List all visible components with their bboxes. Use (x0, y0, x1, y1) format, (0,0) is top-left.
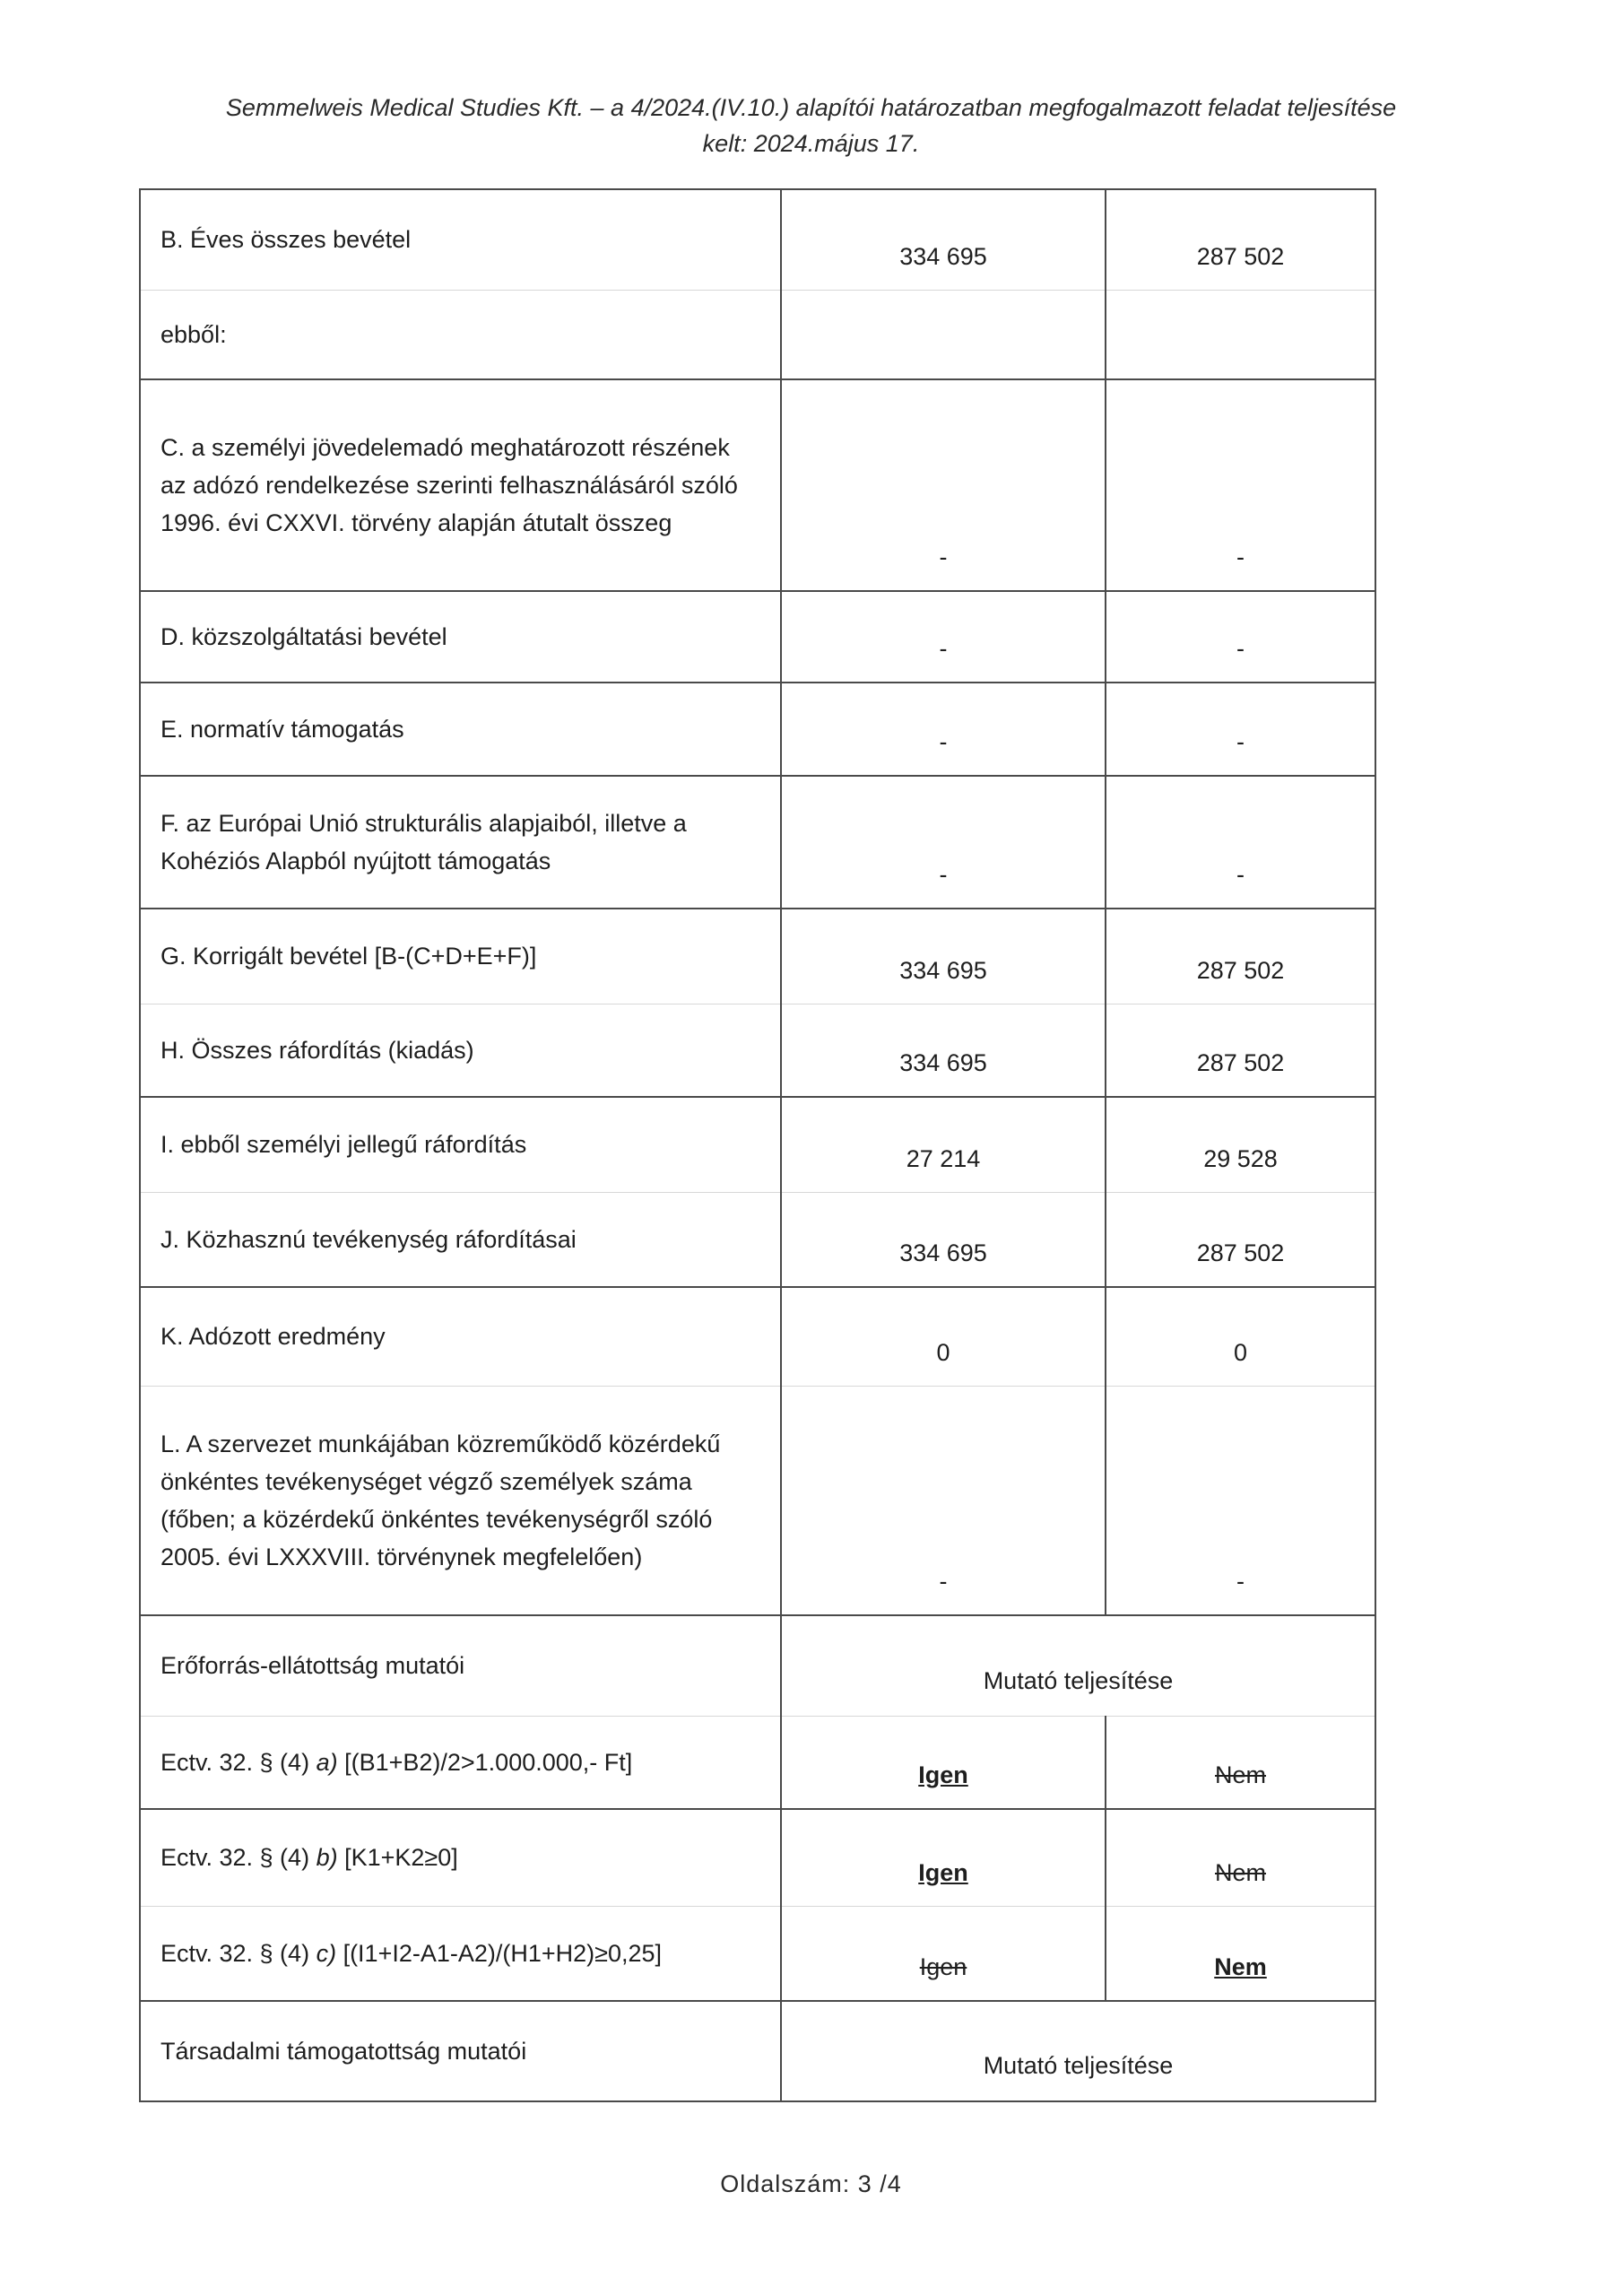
row-label: F. az Európai Unió strukturális alapjaiból, illetve a Kohéziós Alapból nyújtott támogatás (140, 776, 781, 909)
indicator-formula: [(B1+B2)/2>1.000.000,- Ft] (337, 1748, 633, 1776)
indicator-row (140, 1716, 1375, 1809)
social-section-header (140, 2001, 1375, 2101)
row-label: ebből: (140, 290, 781, 379)
row-label: G. Korrigált bevétel [B-(C+D+E+F)] (140, 909, 781, 1004)
row-value-year2: 287 502 (1106, 189, 1375, 290)
row-value-year1: - (781, 1386, 1106, 1615)
row-label: B. Éves összes bevétel (140, 189, 781, 290)
table-row (140, 776, 1375, 909)
table-row (140, 591, 1375, 683)
row-value-year1: 0 (781, 1287, 1106, 1386)
row-label: D. közszolgáltatási bevétel (140, 591, 781, 683)
indicator-letter: a) (316, 1748, 338, 1776)
indicator-formula: [(I1+I2-A1-A2)/(H1+H2)≥0,25] (336, 1939, 663, 1967)
row-value-year2: - (1106, 683, 1375, 776)
indicator-no: Nem (1214, 1953, 1267, 1980)
indicator-letter: c) (316, 1939, 337, 1967)
row-value-year1: - (781, 591, 1106, 683)
row-value-year2: 287 502 (1106, 1004, 1375, 1097)
row-value-year1: 334 695 (781, 909, 1106, 1004)
indicator-no: Nem (1214, 1858, 1266, 1886)
indicator-prefix: Ectv. 32. § (4) (160, 1748, 317, 1776)
social-result-header: Mutató teljesítése (781, 2001, 1375, 2101)
indicator-prefix: Ectv. 32. § (4) (160, 1844, 317, 1872)
table-row (140, 909, 1375, 1004)
row-value-year2: - (1106, 1386, 1375, 1615)
row-value-year1: 334 695 (781, 189, 1106, 290)
table-row (140, 1287, 1375, 1386)
table-row (140, 1097, 1375, 1192)
resource-section-header (140, 1615, 1375, 1716)
table-row (140, 189, 1375, 290)
indicator-row (140, 1809, 1375, 1906)
row-value-year2: - (1106, 591, 1375, 683)
row-label: L. A szervezet munkájában közreműködő közérdekű önkéntes tevékenységet végző személyek száma (főben; a közérdekű önkéntes tevékenységről szóló 2005. évi LXXXVIII. törvénynek megfelelően) (140, 1386, 781, 1615)
indicator-yes: Igen (918, 1761, 968, 1788)
row-label: H. Összes ráfordítás (kiadás) (140, 1004, 781, 1097)
row-value-year2: - (1106, 776, 1375, 909)
header-date: kelt: 2024.május 17. (702, 130, 920, 157)
data-rows (140, 189, 1375, 2101)
row-label: C. a személyi jövedelemadó meghatározott részének az adózó rendelkezése szerinti felhasználásáról szóló 1996. évi CXXVI. törvény alapján átutalt összeg (140, 379, 781, 591)
row-value-year1: - (781, 379, 1106, 591)
indicator-yes: Igen (919, 1953, 967, 1980)
row-value-year2: 287 502 (1106, 1192, 1375, 1287)
indicator-label (140, 1716, 781, 1809)
row-label: E. normatív támogatás (140, 683, 781, 776)
header-title: Semmelweis Medical Studies Kft. – a 4/2024.(IV.10.) alapítói határozatban megfogalmazott feladat teljesítése (225, 94, 1397, 121)
row-value-year2: - (1106, 379, 1375, 591)
indicator-formula: [K1+K2≥0] (337, 1844, 458, 1872)
row-label: I. ebből személyi jellegű ráfordítás (140, 1097, 781, 1192)
resource-section-title: Erőforrás-ellátottság mutatói (140, 1615, 781, 1716)
indicator-yes: Igen (918, 1858, 968, 1886)
table-row (140, 683, 1375, 776)
row-value-year2: 287 502 (1106, 909, 1375, 1004)
social-section-title: Társadalmi támogatottság mutatói (140, 2001, 781, 2101)
financial-report-table (139, 188, 1376, 2102)
table-row (140, 1386, 1375, 1615)
indicator-label (140, 1809, 781, 1906)
indicator-no: Nem (1214, 1761, 1266, 1788)
table-row (140, 1004, 1375, 1097)
indicator-letter: b) (316, 1844, 338, 1872)
row-value-year1 (781, 290, 1106, 379)
table-row (140, 1192, 1375, 1287)
table-row (140, 290, 1375, 379)
row-value-year1: 334 695 (781, 1004, 1106, 1097)
row-value-year2: 0 (1106, 1287, 1375, 1386)
page-number: Oldalszám: 3 /4 (720, 2170, 902, 2197)
row-value-year2 (1106, 290, 1375, 379)
row-label: K. Adózott eredmény (140, 1287, 781, 1386)
table-row (140, 379, 1375, 591)
indicator-prefix: Ectv. 32. § (4) (160, 1939, 317, 1967)
row-value-year1: 334 695 (781, 1192, 1106, 1287)
row-value-year1: - (781, 683, 1106, 776)
indicator-row (140, 1906, 1375, 2001)
row-value-year2: 29 528 (1106, 1097, 1375, 1192)
row-value-year1: - (781, 776, 1106, 909)
document-header (0, 90, 1622, 161)
row-label: J. Közhasznú tevékenység ráfordításai (140, 1192, 781, 1287)
indicator-label (140, 1906, 781, 2001)
row-value-year1: 27 214 (781, 1097, 1106, 1192)
resource-result-header: Mutató teljesítése (781, 1615, 1375, 1716)
